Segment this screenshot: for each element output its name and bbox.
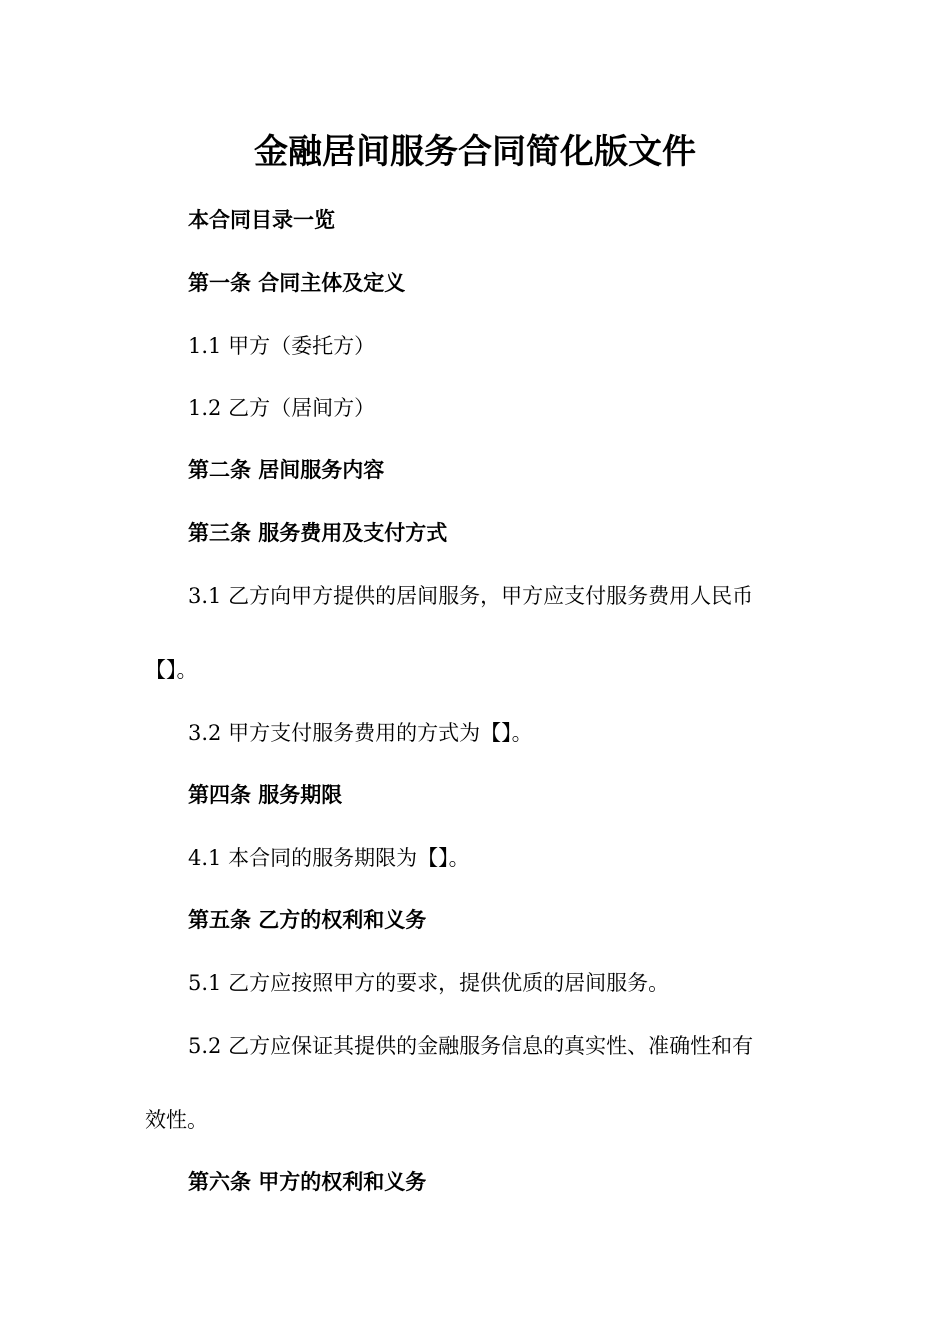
clause-3-1-continuation: 【】。 xyxy=(145,658,198,682)
clause-3-2: 3.2 甲方支付服务费用的方式为【】。 xyxy=(188,721,533,745)
article-1-heading: 第一条 合同主体及定义 xyxy=(188,271,406,295)
article-4-heading: 第四条 服务期限 xyxy=(188,783,343,807)
clause-4-1: 4.1 本合同的服务期限为【】。 xyxy=(188,846,470,870)
article-3-heading: 第三条 服务费用及支付方式 xyxy=(188,521,448,545)
clause-3-1: 3.1 乙方向甲方提供的居间服务，甲方应支付服务费用人民币 xyxy=(188,584,754,608)
article-2-heading: 第二条 居间服务内容 xyxy=(188,458,385,482)
clause-1-1: 1.1 甲方（委托方） xyxy=(188,334,376,358)
article-5-heading: 第五条 乙方的权利和义务 xyxy=(188,908,427,932)
clause-1-2: 1.2 乙方（居间方） xyxy=(188,396,376,420)
document-title: 金融居间服务合同简化版文件 xyxy=(254,132,696,172)
clause-5-2-continuation: 效性。 xyxy=(145,1108,208,1132)
clause-5-1: 5.1 乙方应按照甲方的要求，提供优质的居间服务。 xyxy=(188,971,670,995)
article-6-heading: 第六条 甲方的权利和义务 xyxy=(188,1170,427,1194)
toc-heading: 本合同目录一览 xyxy=(188,208,335,232)
clause-5-2: 5.2 乙方应保证其提供的金融服务信息的真实性、准确性和有 xyxy=(188,1034,754,1058)
